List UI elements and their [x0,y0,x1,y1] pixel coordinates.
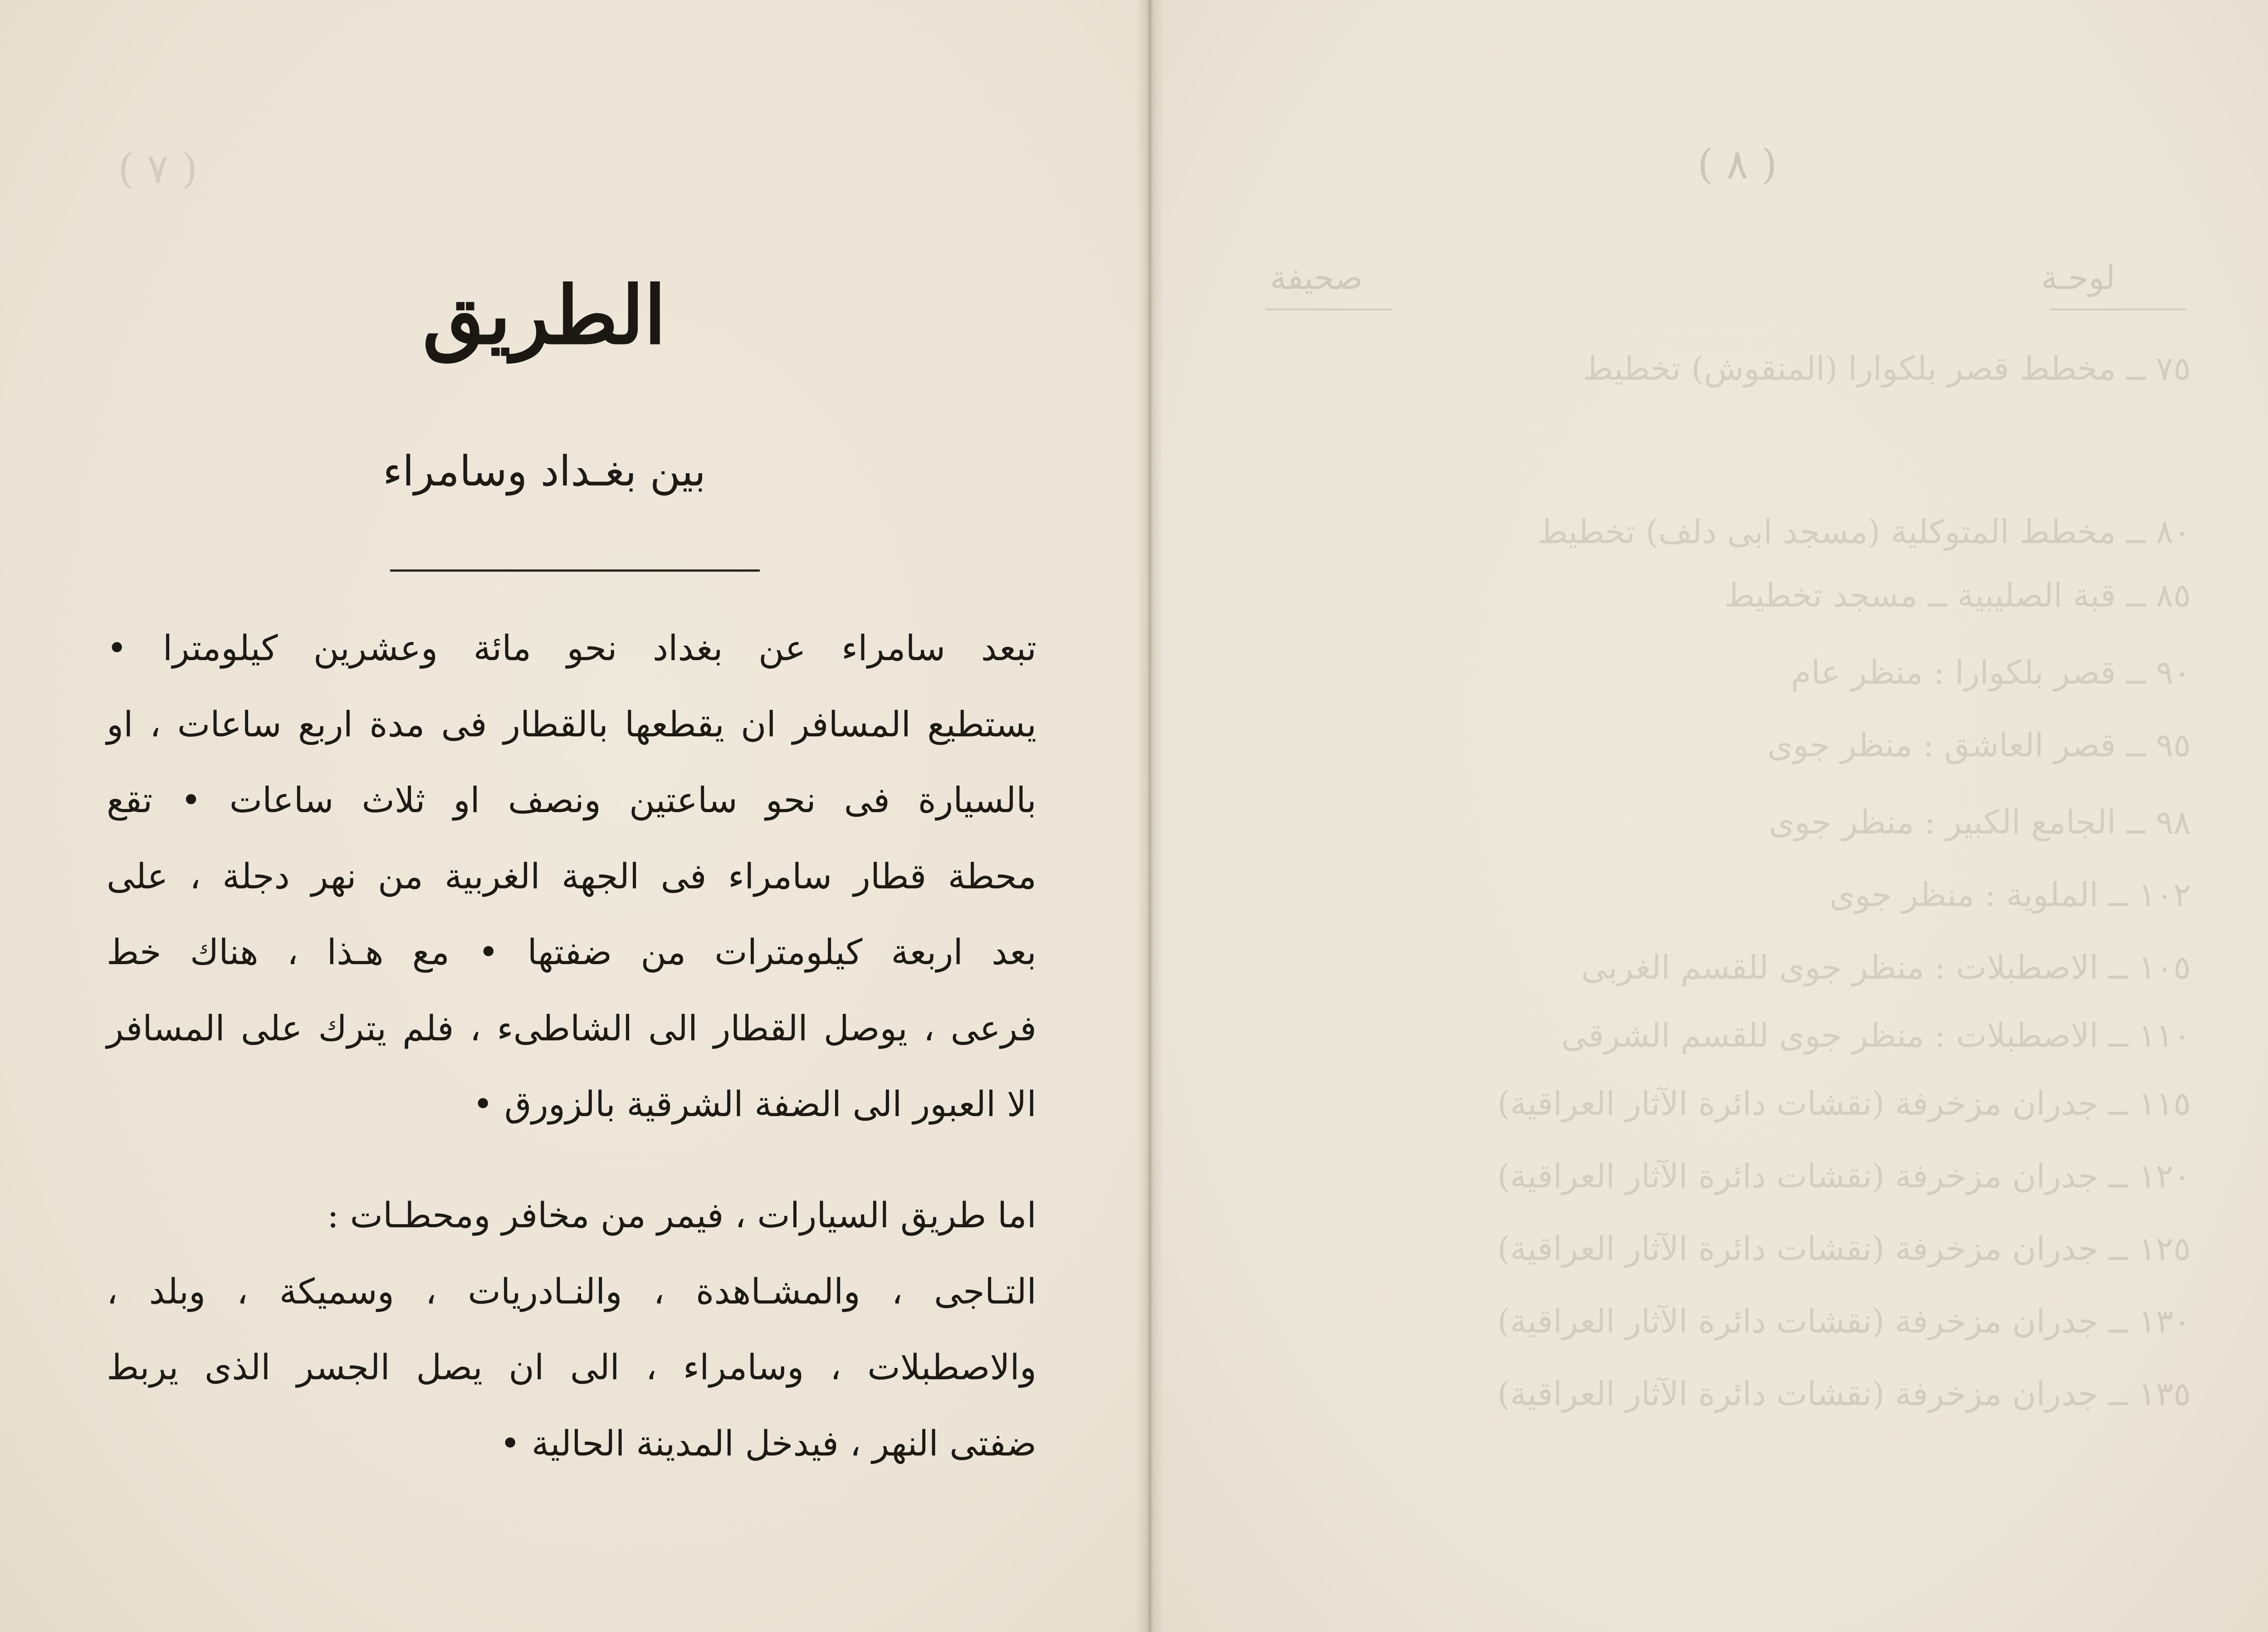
paragraph-2 [107,1189,1036,1515]
list-item: ١٢٥ ــ جدران مزخرفة (نقشات دائرة الآثار العراقية) [1497,1230,2191,1268]
list-item: ٧٥ ــ مخطط قصر بلكوارا (المنقوش) تخطيط [1583,349,2191,387]
text-line: والاصطبلات ، وسامراء ، الى ان يصل الجسر الذى يربط [107,1348,1036,1388]
list-item: ٩٥ ــ قصر العاشق : منظر جوى [1767,726,2191,764]
list-item: ١٠٢ ــ الملوية : منظر جوى [1829,876,2191,914]
text-line: الا العبور الى الضفة الشرقية بالزورق • [473,1084,1036,1125]
paragraph-1 [107,622,1036,1166]
chapter-subtitle: بين بغـداد وسامراء [382,447,706,495]
column-header-right: لوحـة [2041,259,2116,297]
list-item: ١٣٠ ــ جدران مزخرفة (نقشات دائرة الآثار العراقية) [1497,1302,2191,1340]
list-item: ١٣٥ ــ جدران مزخرفة (نقشات دائرة الآثار العراقية) [1497,1375,2191,1413]
text-line: يستطيع المسافر ان يقطعها بالقطار فى مدة اربع ساعات ، او [107,705,1036,745]
column-header-left: صحيفة [1270,259,1363,297]
list-item: ٨٠ ــ مخطط المتوكلية (مسجد ابى دلف) تخطيط [1537,513,2191,551]
text-line: محطة قطار سامراء فى الجهة الغربية من نهر دجلة ، على [107,857,1036,897]
show-through-page-number: ( ٧ ) [118,145,198,193]
book-gutter [1136,0,1163,1632]
list-item: ١٢٠ ــ جدران مزخرفة (نقشات دائرة الآثار العراقية) [1497,1157,2191,1195]
list-item: ٩٠ ــ قصر بلكوارا : منظر عام [1791,653,2191,691]
text-line: ضفتى النهر ، فيدخل المدينة الحالية • [499,1424,1036,1464]
header-underline [2050,309,2186,310]
text-line: اما طريق السيارات ، فيمر من مخافر ومحطـات : [327,1196,1036,1236]
title-divider [390,569,760,572]
list-item: ٨٥ ــ قبة الصليبية ــ مسجد تخطيط [1724,576,2191,614]
text-line: تبعد سامراء عن بغداد نحو مائة وعشرين كيلومترا • [107,628,1036,669]
chapter-title: الطريق [422,269,666,362]
page-number: ( ٨ ) [1697,141,1777,188]
list-item: ٩٨ ــ الجامع الكبير : منظر جوى [1769,803,2191,841]
text-line: بعد اربعة كيلومترات من ضفتها • مع هـذا ، هناك خط [107,932,1036,973]
list-item: ١١٥ ــ جدران مزخرفة (نقشات دائرة الآثار العراقية) [1497,1084,2191,1122]
list-item: ١٠٥ ــ الاصطبلات : منظر جوى للقسم الغربى [1581,948,2191,986]
header-underline [1266,309,1393,310]
text-line: التـاجى ، والمشـاهدة ، والنـادريات ، وسميكة ، وبلد ، [107,1272,1036,1312]
list-item: ١١٠ ــ الاصطبلات : منظر جوى للقسم الشرقى [1561,1016,2191,1054]
text-line: بالسيارة فى نحو ساعتين ونصف او ثلاث ساعات • تقع [107,780,1036,821]
text-line: فرعى ، يوصل القطار الى الشاطىء ، فلم يترك على المسافر [107,1009,1036,1049]
